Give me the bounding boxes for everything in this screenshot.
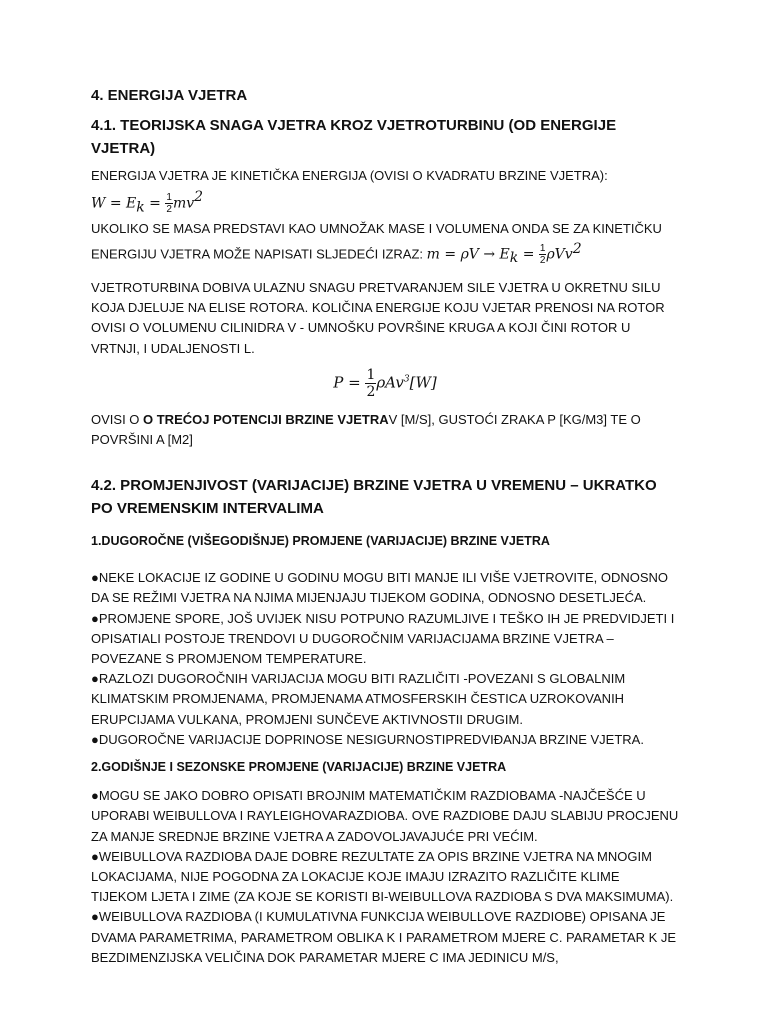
list-item: ●WEIBULLOVA RAZDIOBA DAJE DOBRE REZULTATE ZA OPIS BRZINE VJETRA NA MNOGIM LOKACIJAMA, NIJE POGODNA ZA LOKACIJE KOJE IMAJU IZRAZITO RAZLIČITE KLIME TIJEKOM LJETA I ZIME (ZA KOJE SE KORISTI BI-WEIBULLOVA RAZDIOBA S DVA MAKSIMUMA). [91, 848, 674, 905]
heading-energija-vjetra: 4. ENERGIJA VJETRA [91, 87, 248, 104]
paragraph-ovisi: OVISI O O TREĆOJ POTENCIJI BRZINE VJETRAV [M/S], GUSTOĆI ZRAKA P [KG/M3] TE O POVRŠINI A [M2] [91, 411, 641, 448]
heading-4-1: 4.1. TEORIJSKA SNAGA VJETRA KROZ VJETROTURBINU (OD ENERGIJE VJETRA) [91, 117, 617, 157]
list-item: ●NEKE LOKACIJE IZ GODINE U GODINU MOGU BITI MANJE ILI VIŠE VJETROVITE, ODNOSNO DA SE REŽIMI VJETRA NA NJIMA MIJENJAJU TIJEKOM GODINA, ODNOSNO DESETLJEĆA. [91, 570, 669, 606]
paragraph-vjetroturbina: VJETROTURBINA DOBIVA ULAZNU SNAGU PRETVARANJEM SILE VJETRA U OKRETNU SILU KOJA DJELUJE NA ELISE ROTORA. KOLIČINA ENERGIJE KOJU VJETAR PRENOSI NA ROTOR OVISI O VOLUMENU CILINIDRA V - UMNOŠKU POVRŠINE KRUGA A KOJI ČINI ROTOR U VRTNJI, I UDALJENOSTI L. [91, 280, 665, 356]
heading-dugorocne-promjene: 1.DUGOROČNE (VIŠEGODIŠNJE) PROMJENE (VARIJACIJE) BRZINE VJETRA [91, 534, 550, 549]
heading-4-2: 4.2. PROMJENJIVOST (VARIJACIJE) BRZINE VJETRA U VREMENU – UKRATKO PO VREMENSKIM INTERVALIMA [91, 477, 657, 518]
list-item: ●DUGOROČNE VARIJACIJE DOPRINOSE NESIGURNOSTIPREDVIĐANJA BRZINE VJETRA. [91, 731, 644, 747]
paragraph-kineticka-energija: ENERGIJA VJETRA JE KINETIČKA ENERGIJA (OVISI O KVADRATU BRZINE VJETRA): [91, 168, 608, 183]
list-item: ●PROMJENE SPORE, JOŠ UVIJEK NISU POTPUNO RAZUMLJIVE I TEŠKO IH JE PREDVIDJETI I OPISATIALI POSTOJE TRENDOVI U DUGOROČNIM VARIJACIJAMA BRZINE VJETRA –POVEZANE S PROMJENOM TEMPERATURE. [91, 610, 675, 667]
list-item: ●RAZLOZI DUGOROČNIH VARIJACIJA MOGU BITI RAZLIČITI -POVEZANI S GLOBALNIM KLIMATSKIM PROMJENAMA, PROMJENAMA ATMOSFERSKIH ČESTICA UZROKOVANIH ERUPCIJAMA VULKANA, PROMJENI SUNČEVE AKTIVNOSTII DRUGIM. [91, 671, 626, 727]
heading-godisnje-promjene: 2.GODIŠNJE I SEZONSKE PROMJENE (VARIJACIJE) BRZINE VJETRA [91, 760, 507, 775]
list-godisnje [91, 786, 679, 968]
document-body [91, 86, 679, 968]
equation-kinetic-energy: $W = E_k$ = $\frac{1}{2}$ $mv^2$ [91, 189, 204, 216]
list-item: ●MOGU SE JAKO DOBRO OPISATI BROJNIM MATEMATIČKIM RAZDIOBAMA -NAJČEŠĆE U UPORABI WEIBULLOVA I RAYLEIGHOVARAZDIOBA. OVE RAZDIOBE DAJU SLABIJU PROCJENU ZA MANJE SREDNJE BRZINE VJETRA A ZADOVOLJAVAJUĆE PRI VEĆIM. [91, 788, 679, 844]
paragraph-masa-volumen: UKOLIKO SE MASA PREDSTAVI KAO UMNOŽAK MASE I VOLUMENA ONDA SE ZA KINETIČKU [91, 220, 662, 236]
list-dugorocne [91, 568, 679, 750]
list-item: ●WEIBULLOVA RAZDIOBA (I KUMULATIVNA FUNKCIJA WEIBULLOVE RAZDIOBE) OPISANA JE DVAMA PARAMETRIMA, PARAMETROM OBLIKA K I PARAMETROM MJERE C. PARAMETAR K JE BEZDIMENZIJSKA VELIČINA DOK PARAMETAR MJERE C IMA JEDINICU M/S, [91, 909, 677, 965]
paragraph-izraz: ENERGIJU VJETRA MOŽE NAPISATI SLJEDEĆI IZRAZ: $m = \rho V \to E_k$ = $\frac{1}{2}$ ρVv$^2$ [91, 240, 582, 267]
equation-power: P = $\frac{1}{2}$ ρAv$^3$[W] [333, 366, 437, 400]
